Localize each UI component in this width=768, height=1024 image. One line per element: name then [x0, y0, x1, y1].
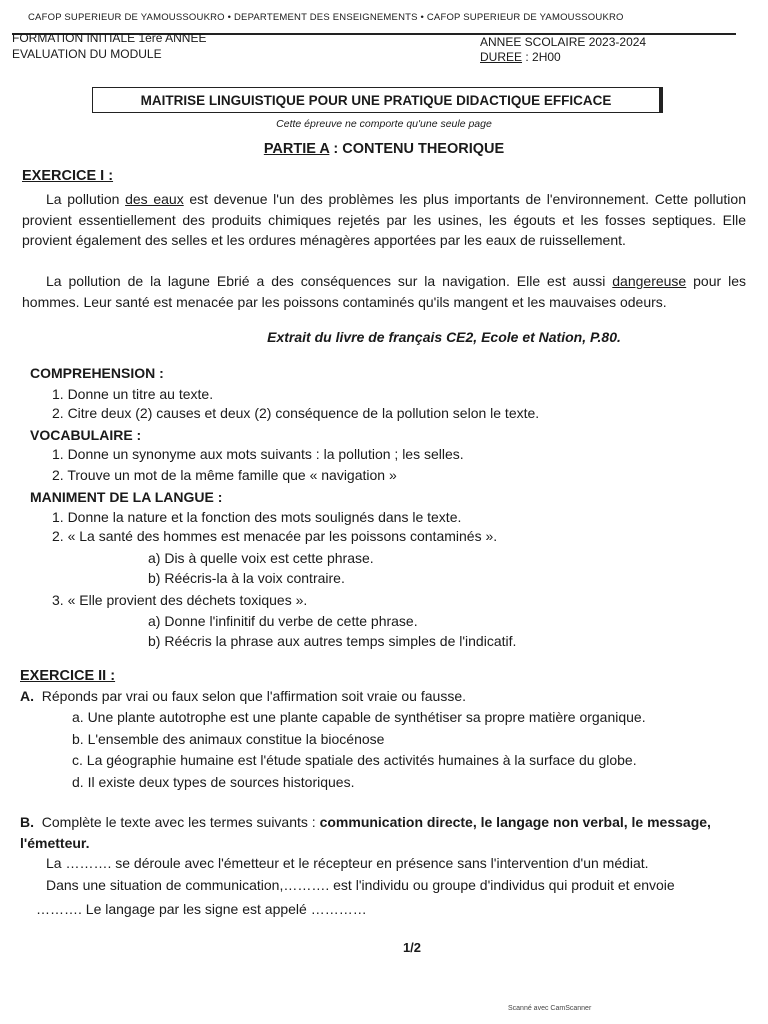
- para1-text-a: La pollution: [46, 191, 126, 207]
- maniment-q2: 2. « La santé des hommes est menacée par les poissons contaminés ».: [52, 528, 498, 544]
- maniment-q2a: a) Dis à quelle voix est cette phrase.: [148, 550, 374, 566]
- text-paragraph-2: [22, 271, 746, 312]
- maniment-q2b: b) Réécris-la à la voix contraire.: [148, 570, 345, 586]
- para1-text-b: est devenue l'un des problèmes les plus importants de l'environnement. Cette pollution provient essentiellement des produits chimiques rejetés par les usines, les égouts et les fosses septiques. Elle provient également des selles et les ordures ménagères apportées par les eaux de ruissellement.: [22, 191, 746, 248]
- maniment-q1: 1. Donne la nature et la fonction des mots soulignés dans le texte.: [52, 509, 462, 525]
- true-false-c: c. La géographie humaine est l'étude spatiale des activités humaines à la surface du globe.: [72, 752, 637, 768]
- part-b-text: Complète le texte avec les termes suivants :: [41, 814, 320, 830]
- text-paragraph-1: [22, 189, 746, 251]
- text-source: Extrait du livre de français CE2, Ecole et Nation, P.80.: [267, 329, 621, 345]
- exercice-1-title: EXERCICE I :: [22, 168, 114, 184]
- partie-label: PARTIE A: [263, 141, 330, 157]
- duration-label: DUREE: [480, 50, 523, 64]
- maniment-title: MANIMENT DE LA LANGUE :: [30, 489, 223, 505]
- true-false-a: a. Une plante autotrophe est une plante capable de synthétiser sa propre matière organique.: [72, 709, 646, 725]
- duration: [480, 50, 561, 64]
- duration-value: : 2H00: [525, 50, 561, 64]
- page-number: 1/2: [402, 940, 422, 955]
- part-b-label: B.: [20, 814, 34, 830]
- exam-subtitle: Cette épreuve ne comporte qu'une seule page: [276, 118, 492, 130]
- comprehension-q1: 1. Donne un titre au texte.: [52, 386, 214, 402]
- partie-heading: [0, 141, 768, 157]
- para2-text-b: pour les hommes. Leur santé est menacée par les poissons contaminés qu'ils mangent et les mauvaises odeurs.: [22, 273, 746, 310]
- fill-blank-line-3: ………. Le langage par les signe est appelé …………: [36, 901, 367, 917]
- formation-label: FORMATION INITIALE 1ère ANNEE: [12, 31, 207, 45]
- comprehension-title: COMPREHENSION :: [30, 365, 164, 381]
- vocabulaire-title: VOCABULAIRE :: [30, 427, 142, 443]
- maniment-q3b: b) Réécris la phrase aux autres temps simples de l'indicatif.: [148, 633, 517, 649]
- scanner-watermark: Scanné avec CamScanner: [508, 1005, 592, 1012]
- partie-text: : CONTENU THEORIQUE: [333, 141, 505, 157]
- para2-underlined: dangereuse: [612, 273, 687, 289]
- institution-header: CAFOP SUPERIEUR DE YAMOUSSOUKRO • DEPARTEMENT DES ENSEIGNEMENTS • CAFOP SUPERIEUR DE YAMOUSSOUKRO: [28, 12, 624, 23]
- exam-title: MAITRISE LINGUISTIQUE POUR UNE PRATIQUE DIDACTIQUE EFFICACE: [92, 87, 660, 113]
- maniment-q3: 3. « Elle provient des déchets toxiques ».: [52, 592, 308, 608]
- exercice-2-title: EXERCICE II :: [20, 668, 116, 684]
- part-a-instruction: [20, 688, 466, 704]
- evaluation-label: EVALUATION DU MODULE: [12, 47, 162, 61]
- vocabulaire-q2: 2. Trouve un mot de la même famille que « navigation »: [52, 467, 397, 483]
- true-false-b: b. L'ensemble des animaux constitue la biocénose: [72, 731, 385, 747]
- para1-underlined: des eaux: [125, 191, 184, 207]
- school-year: ANNEE SCOLAIRE 2023-2024: [480, 35, 647, 49]
- fill-blank-line-1: La ………. se déroule avec l'émetteur et le récepteur en présence sans l'intervention d'un médiat.: [46, 855, 649, 871]
- true-false-d: d. Il existe deux types de sources historiques.: [72, 774, 355, 790]
- part-a-text: Réponds par vrai ou faux selon que l'affirmation soit vraie ou fausse.: [41, 688, 466, 704]
- vocabulaire-q1: 1. Donne un synonyme aux mots suivants : la pollution ; les selles.: [52, 446, 464, 462]
- part-b-terms: communication directe, le langage non verbal, le message, l'émetteur.: [20, 814, 711, 851]
- part-a-label: A.: [20, 688, 34, 704]
- fill-blank-line-2: Dans une situation de communication,………. est l'individu ou groupe d'individus qui produit et envoie: [46, 877, 675, 893]
- para2-text-a: La pollution de la lagune Ebrié a des conséquences sur la navigation. Elle est aussi: [46, 273, 613, 289]
- comprehension-q2: 2. Citre deux (2) causes et deux (2) conséquence de la pollution selon le texte.: [52, 405, 540, 421]
- maniment-q3a: a) Donne l'infinitif du verbe de cette phrase.: [148, 613, 418, 629]
- part-b-instruction: [20, 812, 746, 854]
